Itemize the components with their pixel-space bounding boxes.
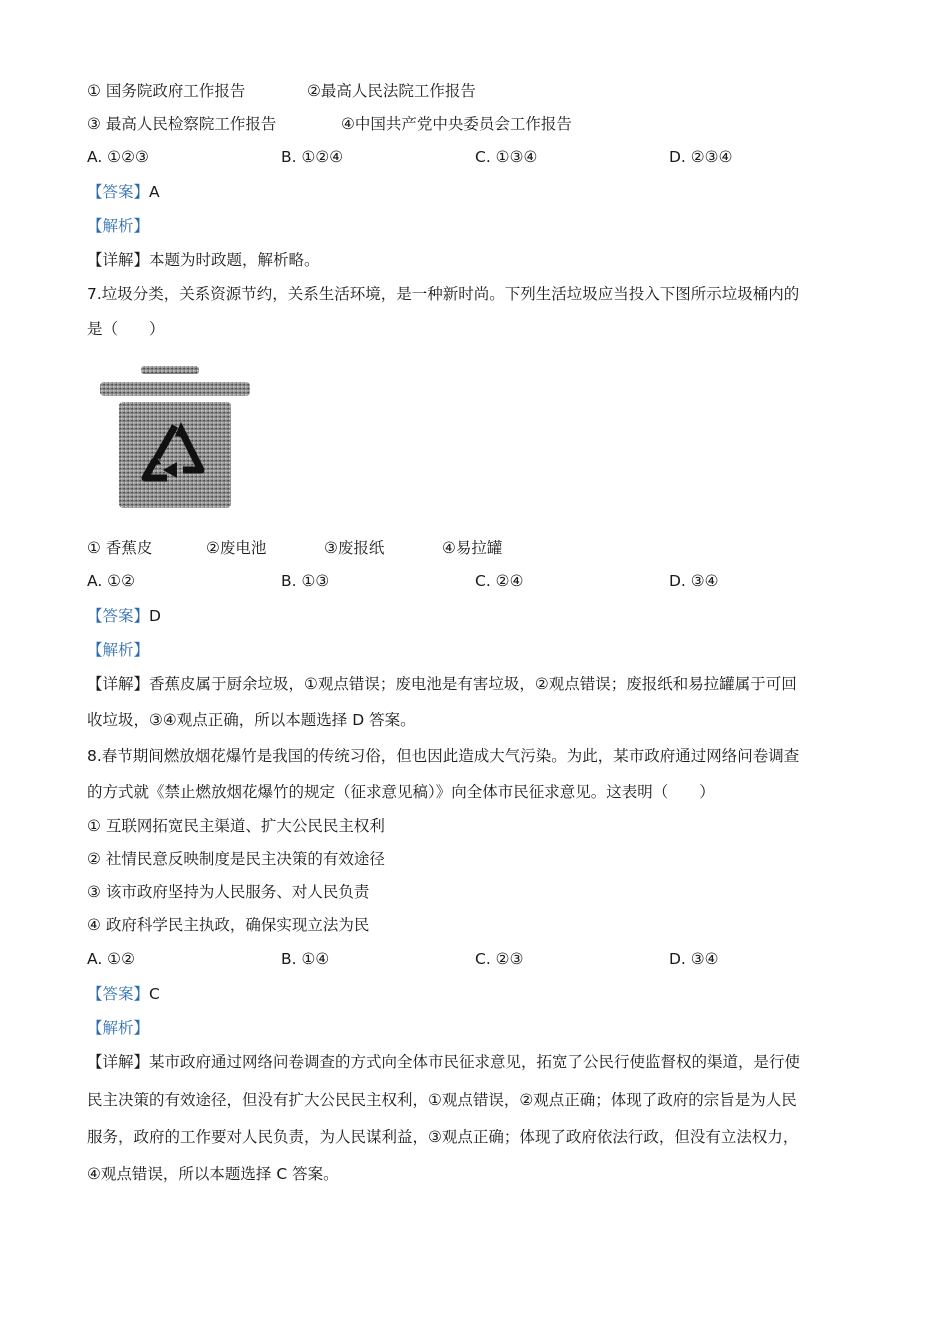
q6-option-c[interactable]: C. ①③④ <box>475 148 538 166</box>
q6-option-a[interactable]: A. ①②③ <box>87 148 149 166</box>
answer-tag: 【答案】 <box>87 183 150 201</box>
q8-item-2: ② 社情民意反映制度是民主决策的有效途径 <box>87 850 385 868</box>
q8-answer <box>87 984 160 1004</box>
answer-tag: 【答案】 <box>87 607 150 625</box>
answer-value: D <box>149 607 161 625</box>
detail-text: 某市政府通过网络问卷调查的方式向全体市民征求意见，拓宽了公民行使监督权的渠道，是行使 <box>149 1053 801 1071</box>
q8-option-d[interactable]: D. ③④ <box>669 950 719 968</box>
q8-detail-line-1 <box>87 1052 800 1072</box>
answer-tag: 【答案】 <box>87 985 150 1003</box>
q8-item-4: ④ 政府科学民主执政，确保实现立法为民 <box>87 916 370 934</box>
q6-detail <box>87 250 320 270</box>
q8-item-1: ① 互联网拓宽民主渠道、扩大公民民主权利 <box>87 817 385 835</box>
q7-item-1: ① 香蕉皮 <box>87 539 153 557</box>
detail-tag: 【详解】 <box>87 675 150 693</box>
q8-option-c[interactable]: C. ②③ <box>475 950 524 968</box>
q8-analysis-tag: 【解析】 <box>87 1019 150 1037</box>
q6-items-row-2 <box>87 114 572 134</box>
q7-detail-line-1 <box>87 674 797 694</box>
q7-item-3: ③废报纸 <box>324 539 385 557</box>
q8-option-a[interactable]: A. ①② <box>87 950 135 968</box>
q7-option-c[interactable]: C. ②④ <box>475 572 524 590</box>
q7-answer <box>87 606 161 626</box>
q6-analysis-tag: 【解析】 <box>87 217 150 235</box>
q7-question-line-2: 是（ ） <box>87 320 165 338</box>
q8-item-3: ③ 该市政府坚持为人民服务、对人民负责 <box>87 883 370 901</box>
q7-item-2: ②废电池 <box>206 539 267 557</box>
q8-question-line-1: 8.春节期间燃放烟花爆竹是我国的传统习俗，但也因此造成大气污染。为此，某市政府通过网络问卷调查 <box>87 747 800 765</box>
recycling-bin-icon <box>97 362 255 512</box>
q6-item-1: ① 国务院政府工作报告 <box>87 82 246 100</box>
q8-detail-line-4: ④观点错误，所以本题选择 C 答案。 <box>87 1165 339 1183</box>
q7-option-d[interactable]: D. ③④ <box>669 572 719 590</box>
q6-answer <box>87 182 160 202</box>
answer-value: C <box>149 985 160 1003</box>
answer-value: A <box>149 183 160 201</box>
detail-tag: 【详解】 <box>87 251 150 269</box>
detail-text: 本题为时政题，解析略。 <box>149 251 320 269</box>
q6-option-d[interactable]: D. ②③④ <box>669 148 733 166</box>
q7-option-b[interactable]: B. ①③ <box>281 572 330 590</box>
q6-item-4: ④中国共产党中央委员会工作报告 <box>341 115 572 133</box>
detail-text: 香蕉皮属于厨余垃圾，①观点错误；废电池是有害垃圾，②观点错误；废报纸和易拉罐属于可回 <box>149 675 797 693</box>
q6-option-b[interactable]: B. ①②④ <box>281 148 344 166</box>
q6-items-row-1 <box>87 81 476 101</box>
q7-analysis-tag: 【解析】 <box>87 641 150 659</box>
detail-tag: 【详解】 <box>87 1053 150 1071</box>
q8-option-b[interactable]: B. ①④ <box>281 950 330 968</box>
q8-detail-line-3: 服务，政府的工作要对人民负责，为人民谋利益，③观点正确；体现了政府依法行政，但没有立法权力， <box>87 1128 799 1146</box>
q7-option-a[interactable]: A. ①② <box>87 572 135 590</box>
q6-item-3: ③ 最高人民检察院工作报告 <box>87 115 277 133</box>
q7-question-line-1: 7.垃圾分类，关系资源节约，关系生活环境，是一种新时尚。下列生活垃圾应当投入下图所示垃圾桶内的 <box>87 285 800 303</box>
q8-detail-line-2: 民主决策的有效途径，但没有扩大公民民主权利，①观点错误，②观点正确；体现了政府的宗旨是为人民 <box>87 1091 797 1109</box>
q6-item-2: ②最高人民法院工作报告 <box>307 82 476 100</box>
q7-item-4: ④易拉罐 <box>442 539 503 557</box>
q8-question-line-2: 的方式就《禁止燃放烟花爆竹的规定（征求意见稿）》向全体市民征求意见。这表明（ ） <box>87 783 715 801</box>
q7-detail-line-2: 收垃圾，③④观点正确，所以本题选择 D 答案。 <box>87 711 416 729</box>
